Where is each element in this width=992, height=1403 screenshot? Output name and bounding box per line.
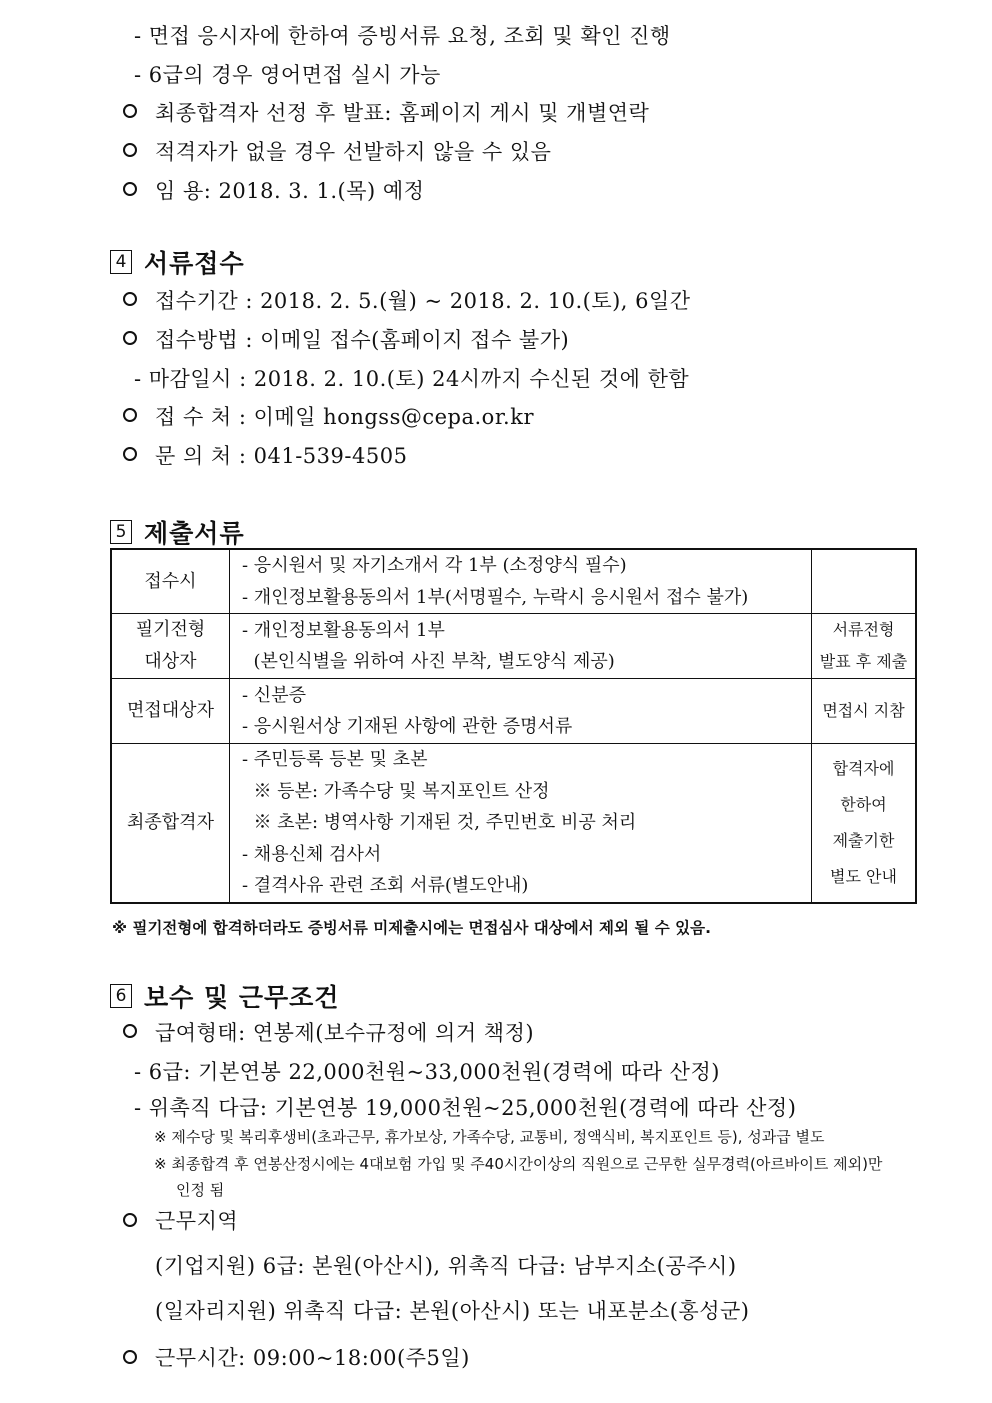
text-line: 접수기간 : 2018. 2. 5.(월) ~ 2018. 2. 10.(토), 6일간 <box>155 289 691 313</box>
text-line: - 6급의 경우 영어면접 실시 가능 <box>134 63 441 87</box>
text-line: - 마감일시 : 2018. 2. 10.(토) 24시까지 수신된 것에 한함 <box>134 367 690 391</box>
text-line: 근무지역 <box>155 1209 239 1233</box>
circle-bullet-icon <box>123 1350 137 1364</box>
text-line: 임 용: 2018. 3. 1.(목) 예정 <box>155 179 425 203</box>
text-line: 접 수 처 : 이메일 hongss@cepa.or.kr <box>155 405 534 429</box>
table-cell-category: 접수시 <box>111 549 230 614</box>
text-line: - 위촉직 다급: 기본연봉 19,000천원~25,000천원(경력에 따라 산정) <box>134 1096 797 1120</box>
text-line: 최종합격자 선정 후 발표: 홈페이지 게시 및 개별연락 <box>155 101 650 125</box>
text-line: 적격자가 없을 경우 선발하지 않을 수 있음 <box>155 140 552 164</box>
footnote: ※ 필기전형에 합격하더라도 증빙서류 미제출시에는 면접심사 대상에서 제외 될 수 있음. <box>112 919 711 937</box>
table-cell-content: - 개인정보활용동의서 1부 (본인식별을 위하여 사진 부착, 별도양식 제공) <box>230 614 812 679</box>
table-cell-note: 면접시 지참 <box>812 679 917 744</box>
table-cell-category: 면접대상자 <box>111 679 230 744</box>
text-line: 접수방법 : 이메일 접수(홈페이지 접수 불가) <box>155 328 570 352</box>
circle-bullet-icon <box>123 331 137 345</box>
circle-bullet-icon <box>123 447 137 461</box>
section-title: 제출서류 <box>144 519 245 548</box>
table-cell-note: 합격자에 한하여 제출기한 별도 안내 <box>812 744 917 903</box>
section-number: 5 <box>110 520 132 544</box>
table-cell-category: 최종합격자 <box>111 744 230 903</box>
section-heading-5 <box>110 514 245 550</box>
circle-bullet-icon <box>123 182 137 196</box>
note-line: ※ 최종합격 후 연봉산정시에는 4대보험 가입 및 주40시간이상의 직원으로 근무한 실무경력(아르바이트 제외)만 <box>154 1155 883 1173</box>
text-line: 문 의 처 : 041-539-4505 <box>155 444 408 468</box>
table-row <box>111 549 916 614</box>
table-cell-content: - 응시원서 및 자기소개서 각 1부 (소정양식 필수) - 개인정보활용동의서 1부(서명필수, 누락시 응시원서 접수 불가) <box>230 549 812 614</box>
circle-bullet-icon <box>123 1024 137 1038</box>
circle-bullet-icon <box>123 408 137 422</box>
text-line: 근무시간: 09:00~18:00(주5일) <box>155 1346 470 1370</box>
section-heading-4 <box>110 244 245 280</box>
circle-bullet-icon <box>123 104 137 118</box>
table-row <box>111 679 916 744</box>
text-line: - 면접 응시자에 한하여 증빙서류 요청, 조회 및 확인 진행 <box>134 24 671 48</box>
circle-bullet-icon <box>123 292 137 306</box>
text-line: - 6급: 기본연봉 22,000천원~33,000천원(경력에 따라 산정) <box>134 1060 720 1084</box>
table-row <box>111 614 916 679</box>
circle-bullet-icon <box>123 1213 137 1227</box>
text-line: 급여형태: 연봉제(보수규정에 의거 책정) <box>155 1021 535 1045</box>
section-title: 보수 및 근무조건 <box>144 983 340 1012</box>
documents-table <box>110 548 917 904</box>
section-heading-6 <box>110 978 339 1014</box>
table-cell-content: - 신분증 - 응시원서상 기재된 사항에 관한 증명서류 <box>230 679 812 744</box>
table-cell-content: - 주민등록 등본 및 초본 ※ 등본: 가족수당 및 복지포인트 산정 ※ 초본: 병역사항 기재된 것, 주민번호 비공 처리 - 채용신체 검사서 - 결격사유 관련 조회 서류(별도안내) <box>230 744 812 903</box>
table-row <box>111 744 916 903</box>
note-line: ※ 제수당 및 복리후생비(초과근무, 휴가보상, 가족수당, 교통비, 정액식비, 복지포인트 등), 성과급 별도 <box>154 1128 825 1146</box>
table-cell-category: 필기전형 대상자 <box>111 614 230 679</box>
section-title: 서류접수 <box>144 249 245 278</box>
section-number: 4 <box>110 250 132 274</box>
section-number: 6 <box>110 984 132 1008</box>
text-line: (일자리지원) 위촉직 다급: 본원(아산시) 또는 내포분소(홍성군) <box>155 1299 750 1323</box>
text-line: (기업지원) 6급: 본원(아산시), 위촉직 다급: 남부지소(공주시) <box>155 1254 737 1278</box>
note-line: 인정 됨 <box>176 1181 225 1199</box>
table-cell-note: 서류전형 발표 후 제출 <box>812 614 917 679</box>
circle-bullet-icon <box>123 143 137 157</box>
table-cell-note <box>812 549 917 614</box>
